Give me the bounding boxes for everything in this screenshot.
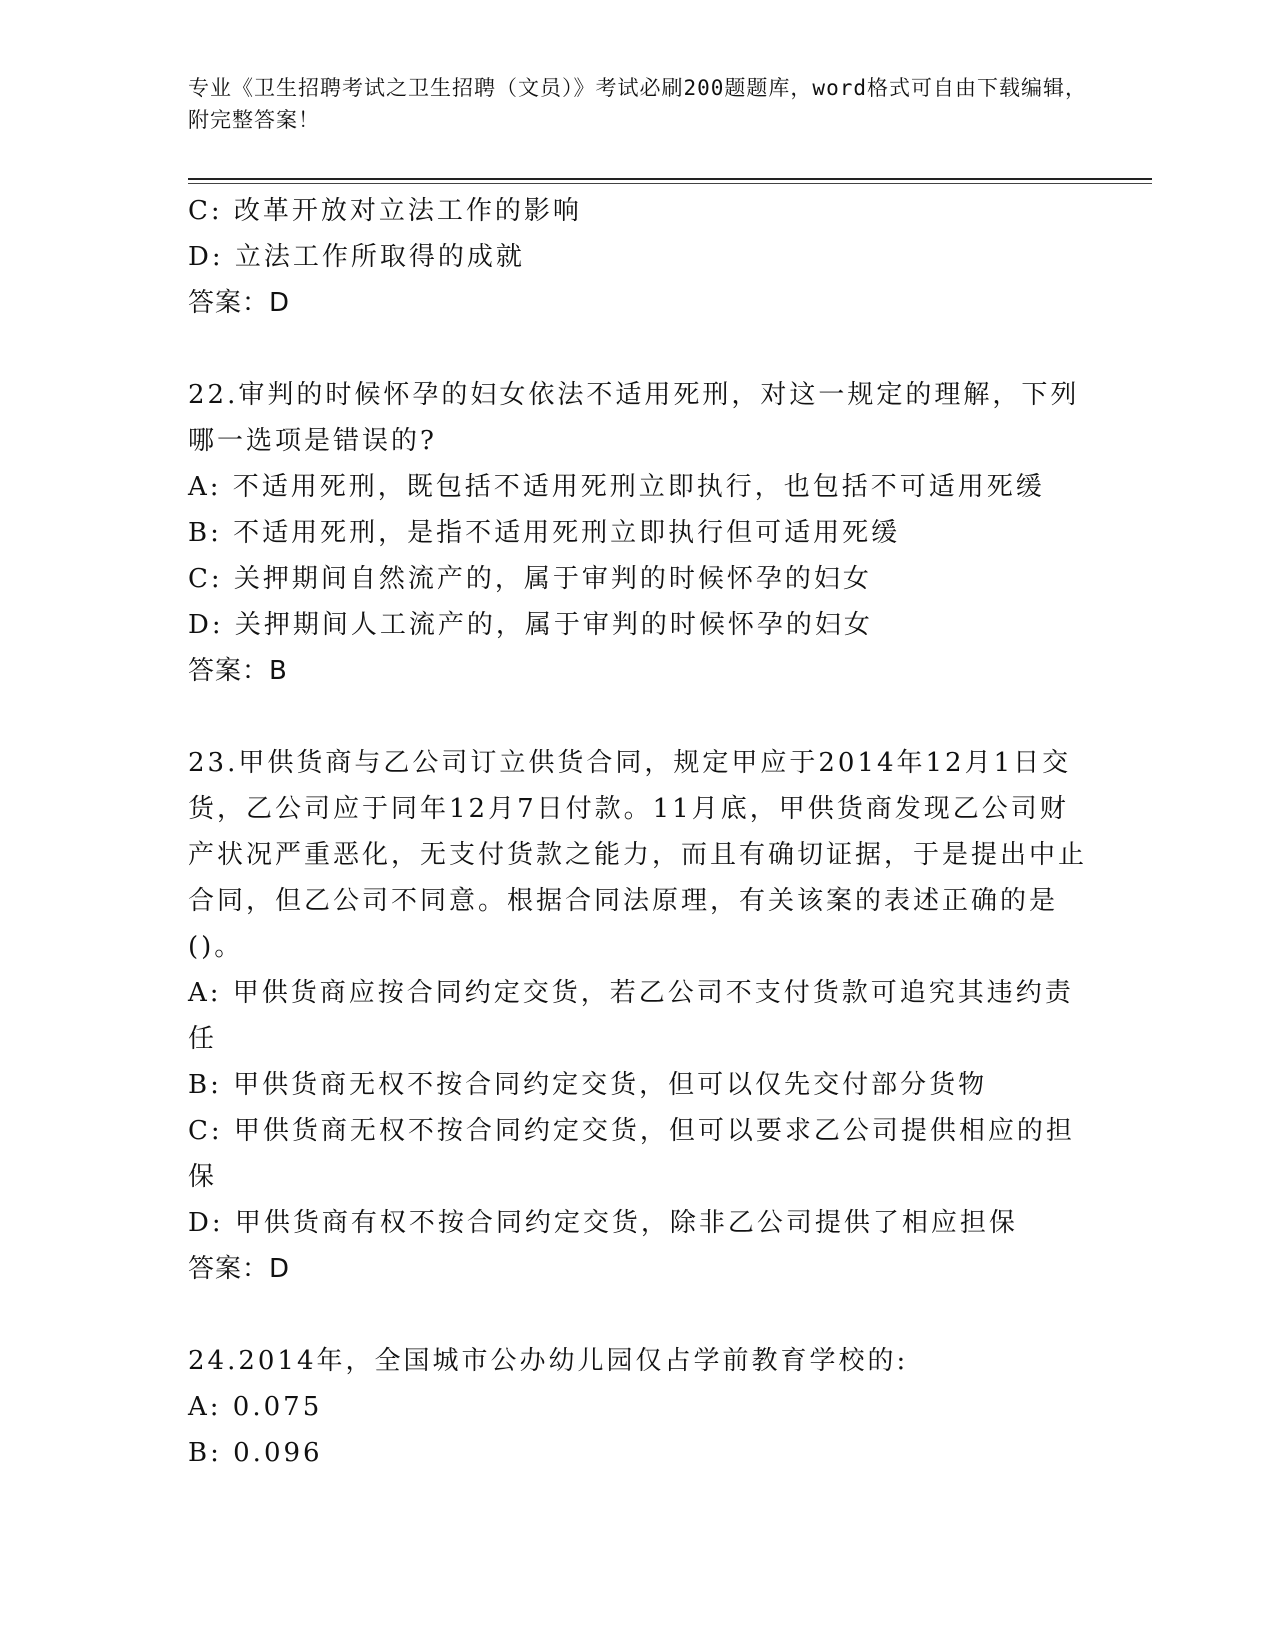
question-stem: 22.审判的时候怀孕的妇女依法不适用死刑，对这一规定的理解，下列哪一选项是错误的?	[188, 380, 1080, 456]
question-21-tail	[188, 188, 1088, 326]
header-divider-thin	[188, 183, 1152, 184]
option-c: C: 关押期间自然流产的，属于审判的时候怀孕的妇女	[188, 564, 872, 594]
answer-label: 答案：D	[188, 1254, 291, 1284]
spacer	[188, 1292, 1088, 1338]
option-a: A: 甲供货商应按合同约定交货，若乙公司不支付货款可追究其违约责任	[188, 978, 1074, 1054]
answer-label: 答案：B	[188, 656, 288, 686]
option-a: A: 0.075	[188, 1392, 323, 1422]
option-b: B: 0.096	[188, 1438, 323, 1468]
question-stem: 24.2014年，全国城市公办幼儿园仅占学前教育学校的:	[188, 1346, 909, 1376]
spacer	[188, 326, 1088, 372]
option-d: D: 立法工作所取得的成就	[188, 242, 525, 272]
option-c: C: 改革开放对立法工作的影响	[188, 196, 582, 226]
question-24	[188, 1338, 1088, 1476]
option-a: A: 不适用死刑，既包括不适用死刑立即执行，也包括不可适用死缓	[188, 472, 1045, 502]
option-b: B: 甲供货商无权不按合同约定交货，但可以仅先交付部分货物	[188, 1070, 988, 1100]
document-header: 专业《卫生招聘考试之卫生招聘（文员）》考试必刷200题题库，word格式可自由下载编辑，附完整答案！	[188, 76, 1087, 132]
question-stem: 23.甲供货商与乙公司订立供货合同，规定甲应于2014年12月1日交货，乙公司应于同年12月7日付款。11月底，甲供货商发现乙公司财产状况严重恶化，无支付货款之能力，而且有确切证据，于是提出中止合同，但乙公司不同意。根据合同法原理，有关该案的表述正确的是()。	[188, 748, 1088, 962]
question-22	[188, 372, 1088, 694]
answer-label: 答案：D	[188, 288, 291, 318]
option-d: D: 甲供货商有权不按合同约定交货，除非乙公司提供了相应担保	[188, 1208, 1018, 1238]
option-b: B: 不适用死刑，是指不适用死刑立即执行但可适用死缓	[188, 518, 901, 548]
header-divider-thick	[188, 178, 1152, 180]
question-content	[188, 188, 1088, 1476]
option-c: C: 甲供货商无权不按合同约定交货，但可以要求乙公司提供相应的担保	[188, 1116, 1075, 1192]
spacer	[188, 694, 1088, 740]
question-23	[188, 740, 1088, 1292]
option-d: D: 关押期间人工流产的，属于审判的时候怀孕的妇女	[188, 610, 873, 640]
